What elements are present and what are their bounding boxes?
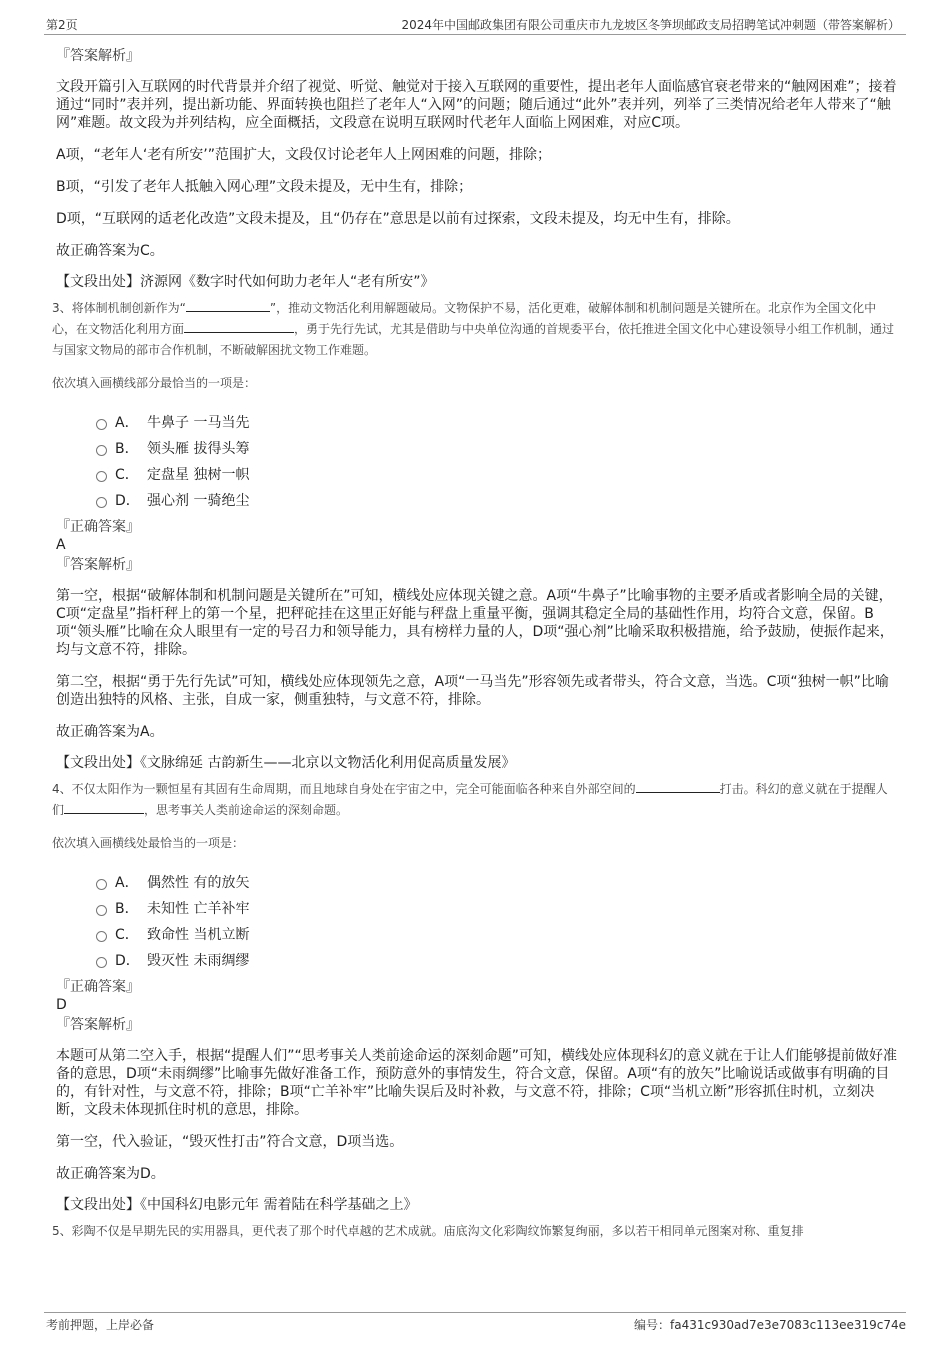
radio-icon[interactable] xyxy=(96,905,107,916)
radio-icon[interactable] xyxy=(96,957,107,968)
q4-option-d[interactable]: D． 毁灭性 未雨绸缪 xyxy=(96,947,898,973)
page-header xyxy=(44,16,906,35)
q4-answer-statement: 故正确答案为D。 xyxy=(56,1166,165,1182)
q5-question-text: 5、彩陶不仅是早期先民的实用器具，更代表了那个时代卓越的艺术成就。庙底沟文化彩陶纹饰繁复绚丽，多以若干相同单元图案对称、重复排 xyxy=(52,1224,804,1238)
radio-icon[interactable] xyxy=(96,445,107,456)
q4-source: 【文段出处】《中国科幻电影元年 需着陆在科学基础之上》 xyxy=(56,1197,418,1213)
q4-prompt: 依次填入画横线处最恰当的一项是： xyxy=(52,836,245,850)
document-body xyxy=(52,46,898,1242)
q4-option-c[interactable]: C． 致命性 当机立断 xyxy=(96,921,898,947)
q4-answer-value: D xyxy=(56,997,67,1013)
q3-question-text xyxy=(52,298,898,361)
q4-blank-2 xyxy=(64,801,144,814)
q2-analysis-paragraph: 文段开篇引入互联网的时代背景并介绍了视觉、听觉、触觉对于接入互联网的重要性，提出老年人面临感官衰老带来的“触网困难”；接着通过“同时”表并列，提出新功能、界面转换也阻拦了老年人“入网”的问题；随后通过“此外”表并列，列举了三类情况给老年人带来了“触网”难题。故文段为并列结构，应全面概括，文段意在说明互联网时代老年人面临上网困难，对应C项。 xyxy=(56,79,897,131)
q3-option-d[interactable]: D． 强心剂 一骑绝尘 xyxy=(96,487,898,513)
q4-answer-label: 『正确答案』 xyxy=(56,979,140,995)
document-id: 编号：fa431c930ad7e3e7083c113ee319c74e xyxy=(634,1318,906,1332)
q3-text-part: ”，推动文物活化利用解题破局。文物保护不易，活化更难，破解体制和机制问题是关键所在。北京作为全国文化中心，在文物活化利用方面 xyxy=(52,301,877,336)
q4-options xyxy=(96,869,898,973)
q3-option-a[interactable]: A． 牛鼻子 一马当先 xyxy=(96,409,898,435)
q3-option-b[interactable]: B． 领头雁 拔得头筹 xyxy=(96,435,898,461)
q4-text-part: 打击。科幻的意义就在于提醒人们 xyxy=(52,782,888,817)
q3-option-c[interactable]: C． 定盘星 独树一帜 xyxy=(96,461,898,487)
q3-options xyxy=(96,409,898,513)
radio-icon[interactable] xyxy=(96,879,107,890)
radio-icon[interactable] xyxy=(96,471,107,482)
q4-question-text xyxy=(52,779,898,821)
q4-option-b[interactable]: B． 未知性 亡羊补牢 xyxy=(96,895,898,921)
q4-analysis-paragraph: 本题可从第二空入手，根据“提醒人们”“思考事关人类前途命运的深刻命题”可知，横线处应体现科幻的意义就在于让人们能够提前做好准备的意思，D项“未雨绸缪”比喻事先做好准备工作，预防意外的事情发生，符合文意，保留。A项“有的放矢”比喻说话或做事有明确的目的，有针对性，与文意不符，排除；B项“亡羊补牢”比喻失误后及时补救，与文意不符，排除；C项“当机立断”形容抓住时机，立刻决断，文段未体现抓住时机的意思，排除。 xyxy=(56,1048,898,1118)
radio-icon[interactable] xyxy=(96,931,107,942)
q4-option-a[interactable]: A． 偶然性 有的放矢 xyxy=(96,869,898,895)
q3-prompt: 依次填入画横线部分最恰当的一项是： xyxy=(52,376,257,390)
q3-answer-value: A xyxy=(56,537,66,553)
q4-blank-1 xyxy=(636,780,720,793)
q3-source: 【文段出处】《文脉绵延 古韵新生——北京以文物活化利用促高质量发展》 xyxy=(56,755,516,771)
q2-analysis-paragraph: D项，“互联网的适老化改造”文段未提及，且“仍存在”意思是以前有过探索，文段未提及，均无中生有，排除。 xyxy=(56,211,740,227)
q3-text-part: 3、将体制机制创新作为“ xyxy=(52,301,186,315)
q3-blank-1 xyxy=(186,299,270,312)
radio-icon[interactable] xyxy=(96,419,107,430)
q3-analysis-paragraph: 第一空，根据“破解体制和机制问题是关键所在”可知，横线处应体现关键之意。A项“牛鼻子”比喻事物的主要矛盾或者影响全局的关键，C项“定盘星”指杆秤上的第一个星，把秤砣挂在这里正好能与秤盘上重量平衡，强调其稳定全局的基础性作用，均符合文意，保留。B项“领头雁”比喻在众人眼里有一定的号召力和领导能力，具有榜样力量的人，D项“强心剂”比喻采取积极措施，给予鼓励，使振作起来，均与文意不符，排除。 xyxy=(56,588,894,658)
footer-slogan: 考前押题，上岸必备 xyxy=(46,1318,155,1332)
q3-text-part: ，勇于先行先试，尤其是借助与中央单位沟通的首规委平台，依托推进全国文化中心建设领导小组工作机制，通过与国家文物局的部市合作机制，不断破解困扰文物工作难题。 xyxy=(52,322,895,357)
document-title: 2024年中国邮政集团有限公司重庆市九龙坡区冬笋坝邮政支局招聘笔试冲刺题（带答案解析） xyxy=(401,18,900,32)
page-number: 第2页 xyxy=(46,18,78,32)
q4-text-part: 4、不仅太阳作为一颗恒星有其固有生命周期，而且地球自身处在宇宙之中，完全可能面临各种来自外部空间的 xyxy=(52,782,636,796)
q3-blank-2 xyxy=(184,320,294,333)
q3-analysis-paragraph: 第二空，根据“勇于先行先试”可知，横线处应体现领先之意，A项“一马当先”形容领先或者带头，符合文意，当选。C项“独树一帜”比喻创造出独特的风格、主张，自成一家，侧重独特，与文意不符，排除。 xyxy=(56,674,889,708)
q3-analysis-label: 『答案解析』 xyxy=(56,557,140,573)
page-footer xyxy=(44,1312,906,1335)
q2-analysis-paragraph: B项，“引发了老年人抵触入网心理”文段未提及，无中生有，排除； xyxy=(56,179,473,195)
q3-answer-label: 『正确答案』 xyxy=(56,519,140,535)
q2-analysis-paragraph: A项，“老年人‘老有所安’”范围扩大，文段仅讨论老年人上网困难的问题，排除； xyxy=(56,147,551,163)
q2-analysis-label: 『答案解析』 xyxy=(56,48,140,64)
q4-analysis-label: 『答案解析』 xyxy=(56,1017,140,1033)
q4-analysis-paragraph: 第一空，代入验证，“毁灭性打击”符合文意，D项当选。 xyxy=(56,1134,404,1150)
q2-answer-statement: 故正确答案为C。 xyxy=(56,243,164,259)
q3-answer-statement: 故正确答案为A。 xyxy=(56,724,164,740)
radio-icon[interactable] xyxy=(96,497,107,508)
q4-text-part: ，思考事关人类前途命运的深刻命题。 xyxy=(144,803,349,817)
q2-source: 【文段出处】济源网《数字时代如何助力老年人“老有所安”》 xyxy=(56,274,435,290)
